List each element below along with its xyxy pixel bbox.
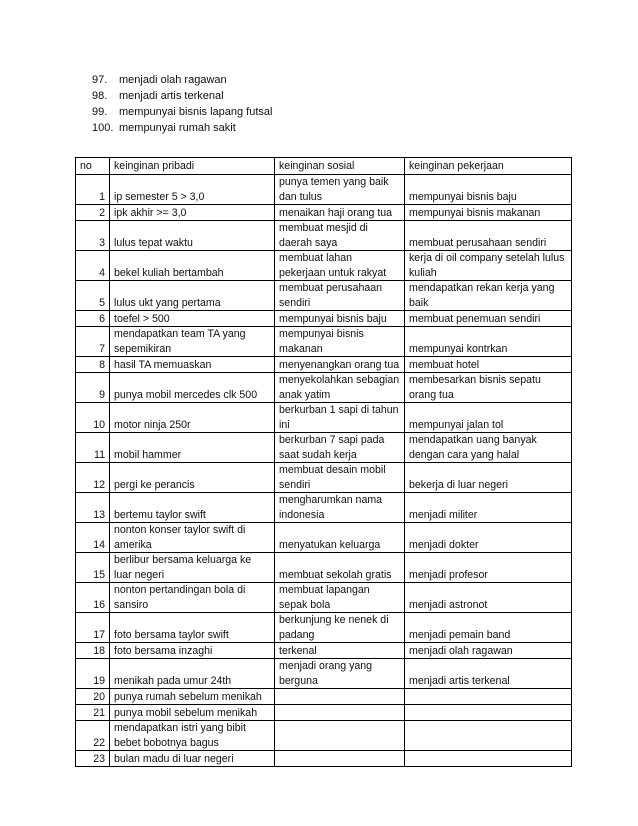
cell-keinginan-pribadi: lulus tepat waktu <box>110 221 275 251</box>
cell-keinginan-sosial: membuat desain mobil sendiri <box>275 463 405 493</box>
list-item-number: 99. <box>92 106 108 118</box>
cell-keinginan-pribadi: mendapatkan istri yang bibit bebet bobotnya bagus <box>110 721 275 751</box>
table-row <box>76 689 572 705</box>
table-row <box>76 311 572 327</box>
cell-keinginan-pekerjaan: mendapatkan uang banyak dengan cara yang halal <box>405 433 572 463</box>
table-row <box>76 357 572 373</box>
cell-keinginan-pribadi: motor ninja 250r <box>110 403 275 433</box>
cell-keinginan-pribadi: mendapatkan team TA yang sepemikiran <box>110 327 275 357</box>
list-item <box>92 104 272 120</box>
cell-keinginan-sosial: mempunyai bisnis baju <box>275 311 405 327</box>
cell-keinginan-pekerjaan: menjadi astronot <box>405 583 572 613</box>
cell-keinginan-pekerjaan: membuat penemuan sendiri <box>405 311 572 327</box>
table-row <box>76 493 572 523</box>
cell-keinginan-pribadi: mobil hammer <box>110 433 275 463</box>
cell-keinginan-pekerjaan: menjadi pemain band <box>405 613 572 643</box>
cell-keinginan-pribadi: foto bersama inzaghi <box>110 643 275 659</box>
cell-no: 13 <box>76 493 110 523</box>
cell-no: 14 <box>76 523 110 553</box>
cell-keinginan-pribadi: lulus ukt yang pertama <box>110 281 275 311</box>
table-row <box>76 659 572 689</box>
cell-keinginan-sosial <box>275 751 405 767</box>
table-row <box>76 433 572 463</box>
table-row <box>76 221 572 251</box>
cell-keinginan-sosial: membuat lahan pekerjaan untuk rakyat <box>275 251 405 281</box>
cell-no: 5 <box>76 281 110 311</box>
list-item-number: 97. <box>92 74 108 86</box>
cell-no: 20 <box>76 689 110 705</box>
cell-keinginan-sosial: terkenal <box>275 643 405 659</box>
table-row <box>76 373 572 403</box>
numbered-list <box>92 72 272 136</box>
cell-keinginan-sosial <box>275 689 405 705</box>
cell-keinginan-sosial: menaikan haji orang tua <box>275 205 405 221</box>
cell-keinginan-pekerjaan: menjadi olah ragawan <box>405 643 572 659</box>
cell-keinginan-pekerjaan <box>405 689 572 705</box>
table-row <box>76 583 572 613</box>
cell-keinginan-pekerjaan: menjadi dokter <box>405 523 572 553</box>
cell-no: 6 <box>76 311 110 327</box>
cell-keinginan-sosial: menyekolahkan sebagian anak yatim <box>275 373 405 403</box>
cell-keinginan-pekerjaan <box>405 705 572 721</box>
cell-keinginan-pekerjaan: mendapatkan rekan kerja yang baik <box>405 281 572 311</box>
cell-keinginan-pribadi: punya rumah sebelum menikah <box>110 689 275 705</box>
table-row <box>76 643 572 659</box>
table-row <box>76 705 572 721</box>
cell-keinginan-pribadi: foto bersama taylor swift <box>110 613 275 643</box>
table-row <box>76 613 572 643</box>
cell-keinginan-pribadi: punya mobil mercedes clk 500 <box>110 373 275 403</box>
cell-keinginan-sosial: membuat lapangan sepak bola <box>275 583 405 613</box>
cell-keinginan-pekerjaan: membuat hotel <box>405 357 572 373</box>
cell-keinginan-pekerjaan: menjadi militer <box>405 493 572 523</box>
list-item <box>92 120 272 136</box>
cell-keinginan-sosial: mengharumkan nama indonesia <box>275 493 405 523</box>
list-item <box>92 88 272 104</box>
cell-keinginan-pekerjaan: menjadi profesor <box>405 553 572 583</box>
cell-keinginan-pekerjaan: mempunyai jalan tol <box>405 403 572 433</box>
cell-keinginan-pribadi: bertemu taylor swift <box>110 493 275 523</box>
table-row <box>76 523 572 553</box>
cell-keinginan-sosial: membuat sekolah gratis <box>275 553 405 583</box>
cell-keinginan-pekerjaan: mempunyai bisnis makanan <box>405 205 572 221</box>
cell-keinginan-sosial: membuat mesjid di daerah saya <box>275 221 405 251</box>
table-row <box>76 403 572 433</box>
cell-keinginan-pekerjaan <box>405 751 572 767</box>
cell-no: 9 <box>76 373 110 403</box>
cell-no: 15 <box>76 553 110 583</box>
table-row <box>76 175 572 205</box>
cell-keinginan-pekerjaan: mempunyai kontrkan <box>405 327 572 357</box>
cell-no: 23 <box>76 751 110 767</box>
cell-keinginan-sosial: punya temen yang baik dan tulus <box>275 175 405 205</box>
cell-keinginan-pribadi: ip semester 5 > 3,0 <box>110 175 275 205</box>
cell-no: 19 <box>76 659 110 689</box>
cell-keinginan-pribadi: bulan madu di luar negeri <box>110 751 275 767</box>
table-row <box>76 751 572 767</box>
list-item-number: 98. <box>92 90 108 102</box>
table-row <box>76 327 572 357</box>
cell-no: 21 <box>76 705 110 721</box>
cell-keinginan-sosial <box>275 705 405 721</box>
cell-keinginan-sosial: menyenangkan orang tua <box>275 357 405 373</box>
cell-keinginan-pribadi: ipk akhir >= 3,0 <box>110 205 275 221</box>
list-item-text: mempunyai rumah sakit <box>119 122 236 134</box>
list-item <box>92 72 272 88</box>
cell-keinginan-pribadi: nonton konser taylor swift di amerika <box>110 523 275 553</box>
cell-no: 3 <box>76 221 110 251</box>
cell-no: 16 <box>76 583 110 613</box>
header-keinginan-pribadi: keinginan pribadi <box>110 158 275 175</box>
cell-keinginan-pribadi: toefel > 500 <box>110 311 275 327</box>
cell-keinginan-sosial: berkurban 1 sapi di tahun ini <box>275 403 405 433</box>
cell-keinginan-pribadi: nonton pertandingan bola di sansiro <box>110 583 275 613</box>
cell-no: 4 <box>76 251 110 281</box>
cell-no: 18 <box>76 643 110 659</box>
cell-keinginan-pekerjaan <box>405 721 572 751</box>
cell-keinginan-pribadi: bekel kuliah bertambah <box>110 251 275 281</box>
header-keinginan-sosial: keinginan sosial <box>275 158 405 175</box>
cell-keinginan-sosial: menjadi orang yang berguna <box>275 659 405 689</box>
table-row <box>76 721 572 751</box>
list-item-text: menjadi olah ragawan <box>119 74 227 86</box>
cell-no: 1 <box>76 175 110 205</box>
wish-table <box>75 157 572 767</box>
table-row <box>76 553 572 583</box>
header-no: no <box>76 158 110 175</box>
table-row <box>76 205 572 221</box>
table-row <box>76 281 572 311</box>
cell-keinginan-sosial: berkurban 7 sapi pada saat sudah kerja <box>275 433 405 463</box>
cell-no: 2 <box>76 205 110 221</box>
header-keinginan-pekerjaan: keinginan pekerjaan <box>405 158 572 175</box>
list-item-text: mempunyai bisnis lapang futsal <box>119 106 273 118</box>
cell-no: 8 <box>76 357 110 373</box>
cell-keinginan-pribadi: menikah pada umur 24th <box>110 659 275 689</box>
list-item-text: menjadi artis terkenal <box>119 90 224 102</box>
table-row <box>76 251 572 281</box>
cell-no: 22 <box>76 721 110 751</box>
table-row <box>76 463 572 493</box>
cell-keinginan-sosial: mempunyai bisnis makanan <box>275 327 405 357</box>
table-header-row <box>76 158 572 175</box>
cell-keinginan-pribadi: hasil TA memuaskan <box>110 357 275 373</box>
cell-keinginan-pribadi: pergi ke perancis <box>110 463 275 493</box>
cell-keinginan-sosial: berkunjung ke nenek di padang <box>275 613 405 643</box>
cell-no: 17 <box>76 613 110 643</box>
cell-keinginan-pekerjaan: bekerja di luar negeri <box>405 463 572 493</box>
cell-keinginan-sosial <box>275 721 405 751</box>
cell-keinginan-pekerjaan: menjadi artis terkenal <box>405 659 572 689</box>
cell-no: 11 <box>76 433 110 463</box>
cell-keinginan-pekerjaan: mempunyai bisnis baju <box>405 175 572 205</box>
cell-keinginan-pekerjaan: kerja di oil company setelah lulus kuliah <box>405 251 572 281</box>
cell-keinginan-sosial: menyatukan keluarga <box>275 523 405 553</box>
cell-keinginan-pribadi: punya mobil sebelum menikah <box>110 705 275 721</box>
list-item-number: 100. <box>92 122 114 134</box>
cell-keinginan-pekerjaan: membesarkan bisnis sepatu orang tua <box>405 373 572 403</box>
cell-no: 10 <box>76 403 110 433</box>
cell-keinginan-sosial: membuat perusahaan sendiri <box>275 281 405 311</box>
cell-no: 12 <box>76 463 110 493</box>
cell-keinginan-pekerjaan: membuat perusahaan sendiri <box>405 221 572 251</box>
cell-no: 7 <box>76 327 110 357</box>
cell-keinginan-pribadi: berlibur bersama keluarga ke luar negeri <box>110 553 275 583</box>
